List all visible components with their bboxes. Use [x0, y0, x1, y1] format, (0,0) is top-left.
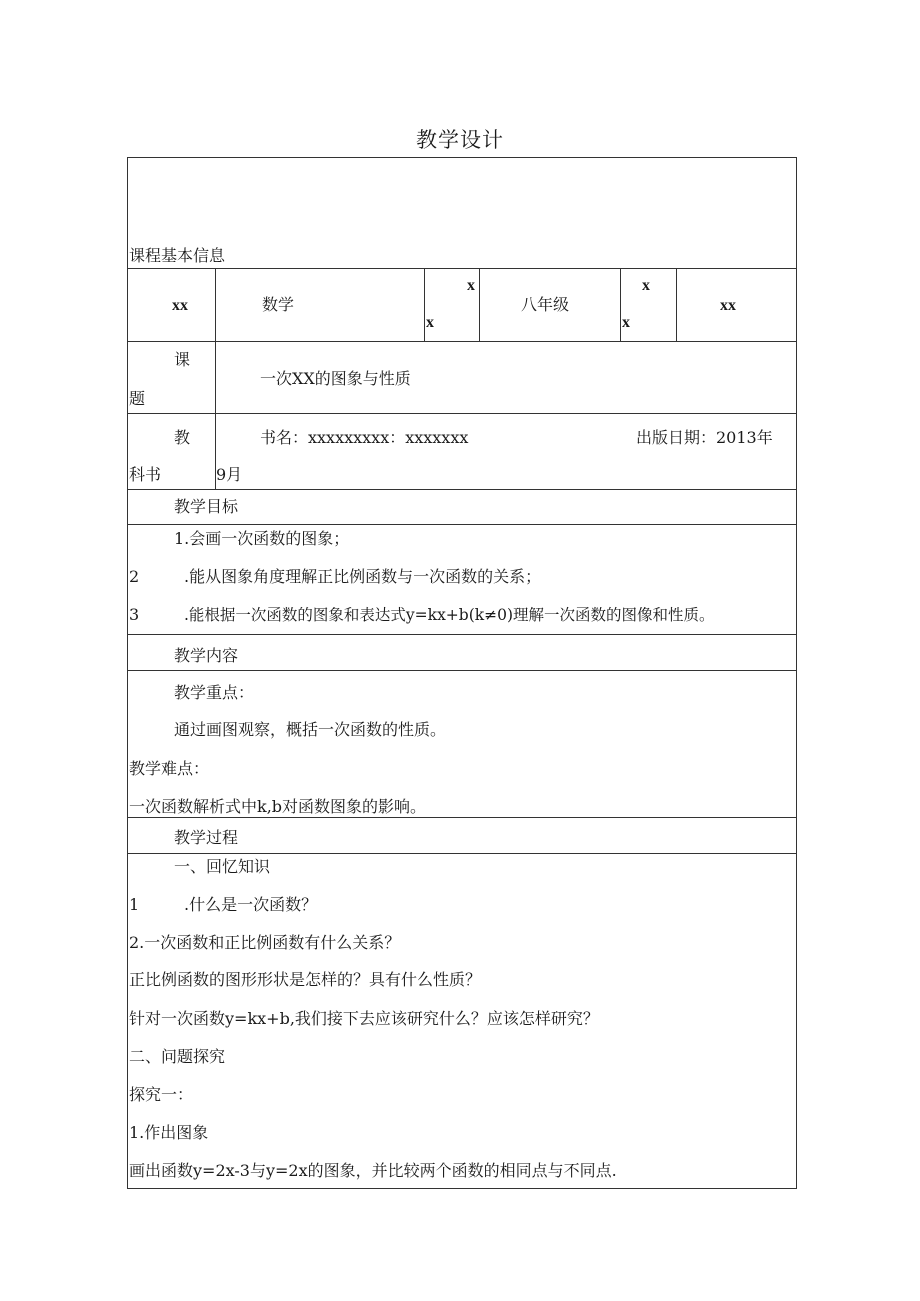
topic-value: 一次XX的图象与性质 [260, 369, 411, 388]
cell-right-xx: xx [720, 297, 736, 314]
cell-left-xx: xx [172, 297, 188, 314]
objective-item-3-number: 3 [129, 605, 140, 624]
cell-x-bottom-1: x [426, 314, 434, 331]
column-divider [424, 268, 425, 341]
cell-subject: 数学 [262, 295, 295, 314]
question-2: 2.一次函数和正比例函数有什么关系？ [129, 933, 401, 952]
column-divider [620, 268, 621, 341]
objective-item-3: .能根据一次函数的图象和表达式y=kx+b(k≠0)理解一次函数的图像和性质。 [184, 606, 715, 624]
question-4: 针对一次函数y=kx+b,我们接下去应该研究什么？应该怎样研究？ [129, 1009, 599, 1028]
row-divider [127, 670, 797, 671]
question-1: .什么是一次函数？ [184, 895, 318, 914]
question-3: 正比例函数的图形形状是怎样的？具有什么性质？ [129, 970, 482, 989]
topic-label-part2: 题 [129, 389, 146, 408]
textbook-name: 书名：xxxxxxxxx：xxxxxxx [260, 428, 469, 447]
key-point-label: 教学重点： [174, 683, 255, 702]
column-divider [479, 268, 480, 341]
section1-title: 一、回忆知识 [174, 857, 271, 876]
textbook-label-part2: 科书 [129, 465, 162, 484]
row-divider [127, 413, 797, 414]
difficulty-label: 教学难点： [129, 759, 210, 778]
key-point-text: 通过画图观察，概括一次函数的性质。 [174, 720, 447, 739]
row-divider [127, 489, 797, 490]
step-1-text: 画出函数y=2x-3与y=2x的图象，并比较两个函数的相同点与不同点. [129, 1161, 617, 1180]
cell-x-top-1: x [467, 277, 475, 294]
publication-date-continued: 9月 [216, 465, 243, 484]
objective-item-2-number: 2 [129, 567, 140, 586]
course-info-label: 课程基本信息 [129, 246, 226, 265]
topic-label-part1: 课 [174, 350, 191, 369]
publication-date-label: 出版日期：2013年 [636, 428, 773, 447]
difficulty-text: 一次函数解析式中k,b对函数图象的影响。 [129, 797, 427, 816]
objective-item-1: 1.会画一次函数的图象； [174, 529, 350, 548]
row-divider [127, 341, 797, 342]
lesson-plan-table [127, 157, 797, 1189]
column-divider [215, 268, 216, 489]
row-divider [127, 524, 797, 525]
step-1-title: 1.作出图象 [129, 1123, 209, 1142]
question-1-number: 1 [129, 895, 140, 914]
column-divider [676, 268, 677, 341]
cell-grade: 八年级 [521, 295, 570, 314]
process-header: 教学过程 [174, 828, 239, 847]
row-divider [127, 853, 797, 854]
content-header: 教学内容 [174, 646, 239, 665]
document-title: 教学设计 [416, 128, 504, 152]
cell-x-bottom-2: x [622, 314, 630, 331]
section2-title: 二、问题探究 [129, 1047, 226, 1066]
row-divider [127, 268, 797, 269]
textbook-label-part1: 教 [174, 428, 191, 447]
row-divider [127, 817, 797, 818]
explore-1-label: 探究一： [129, 1085, 194, 1104]
objective-item-2: .能从图象角度理解正比例函数与一次函数的关系； [184, 567, 542, 586]
cell-x-top-2: x [642, 277, 650, 294]
objectives-header: 教学目标 [174, 497, 239, 516]
row-divider [127, 634, 797, 635]
